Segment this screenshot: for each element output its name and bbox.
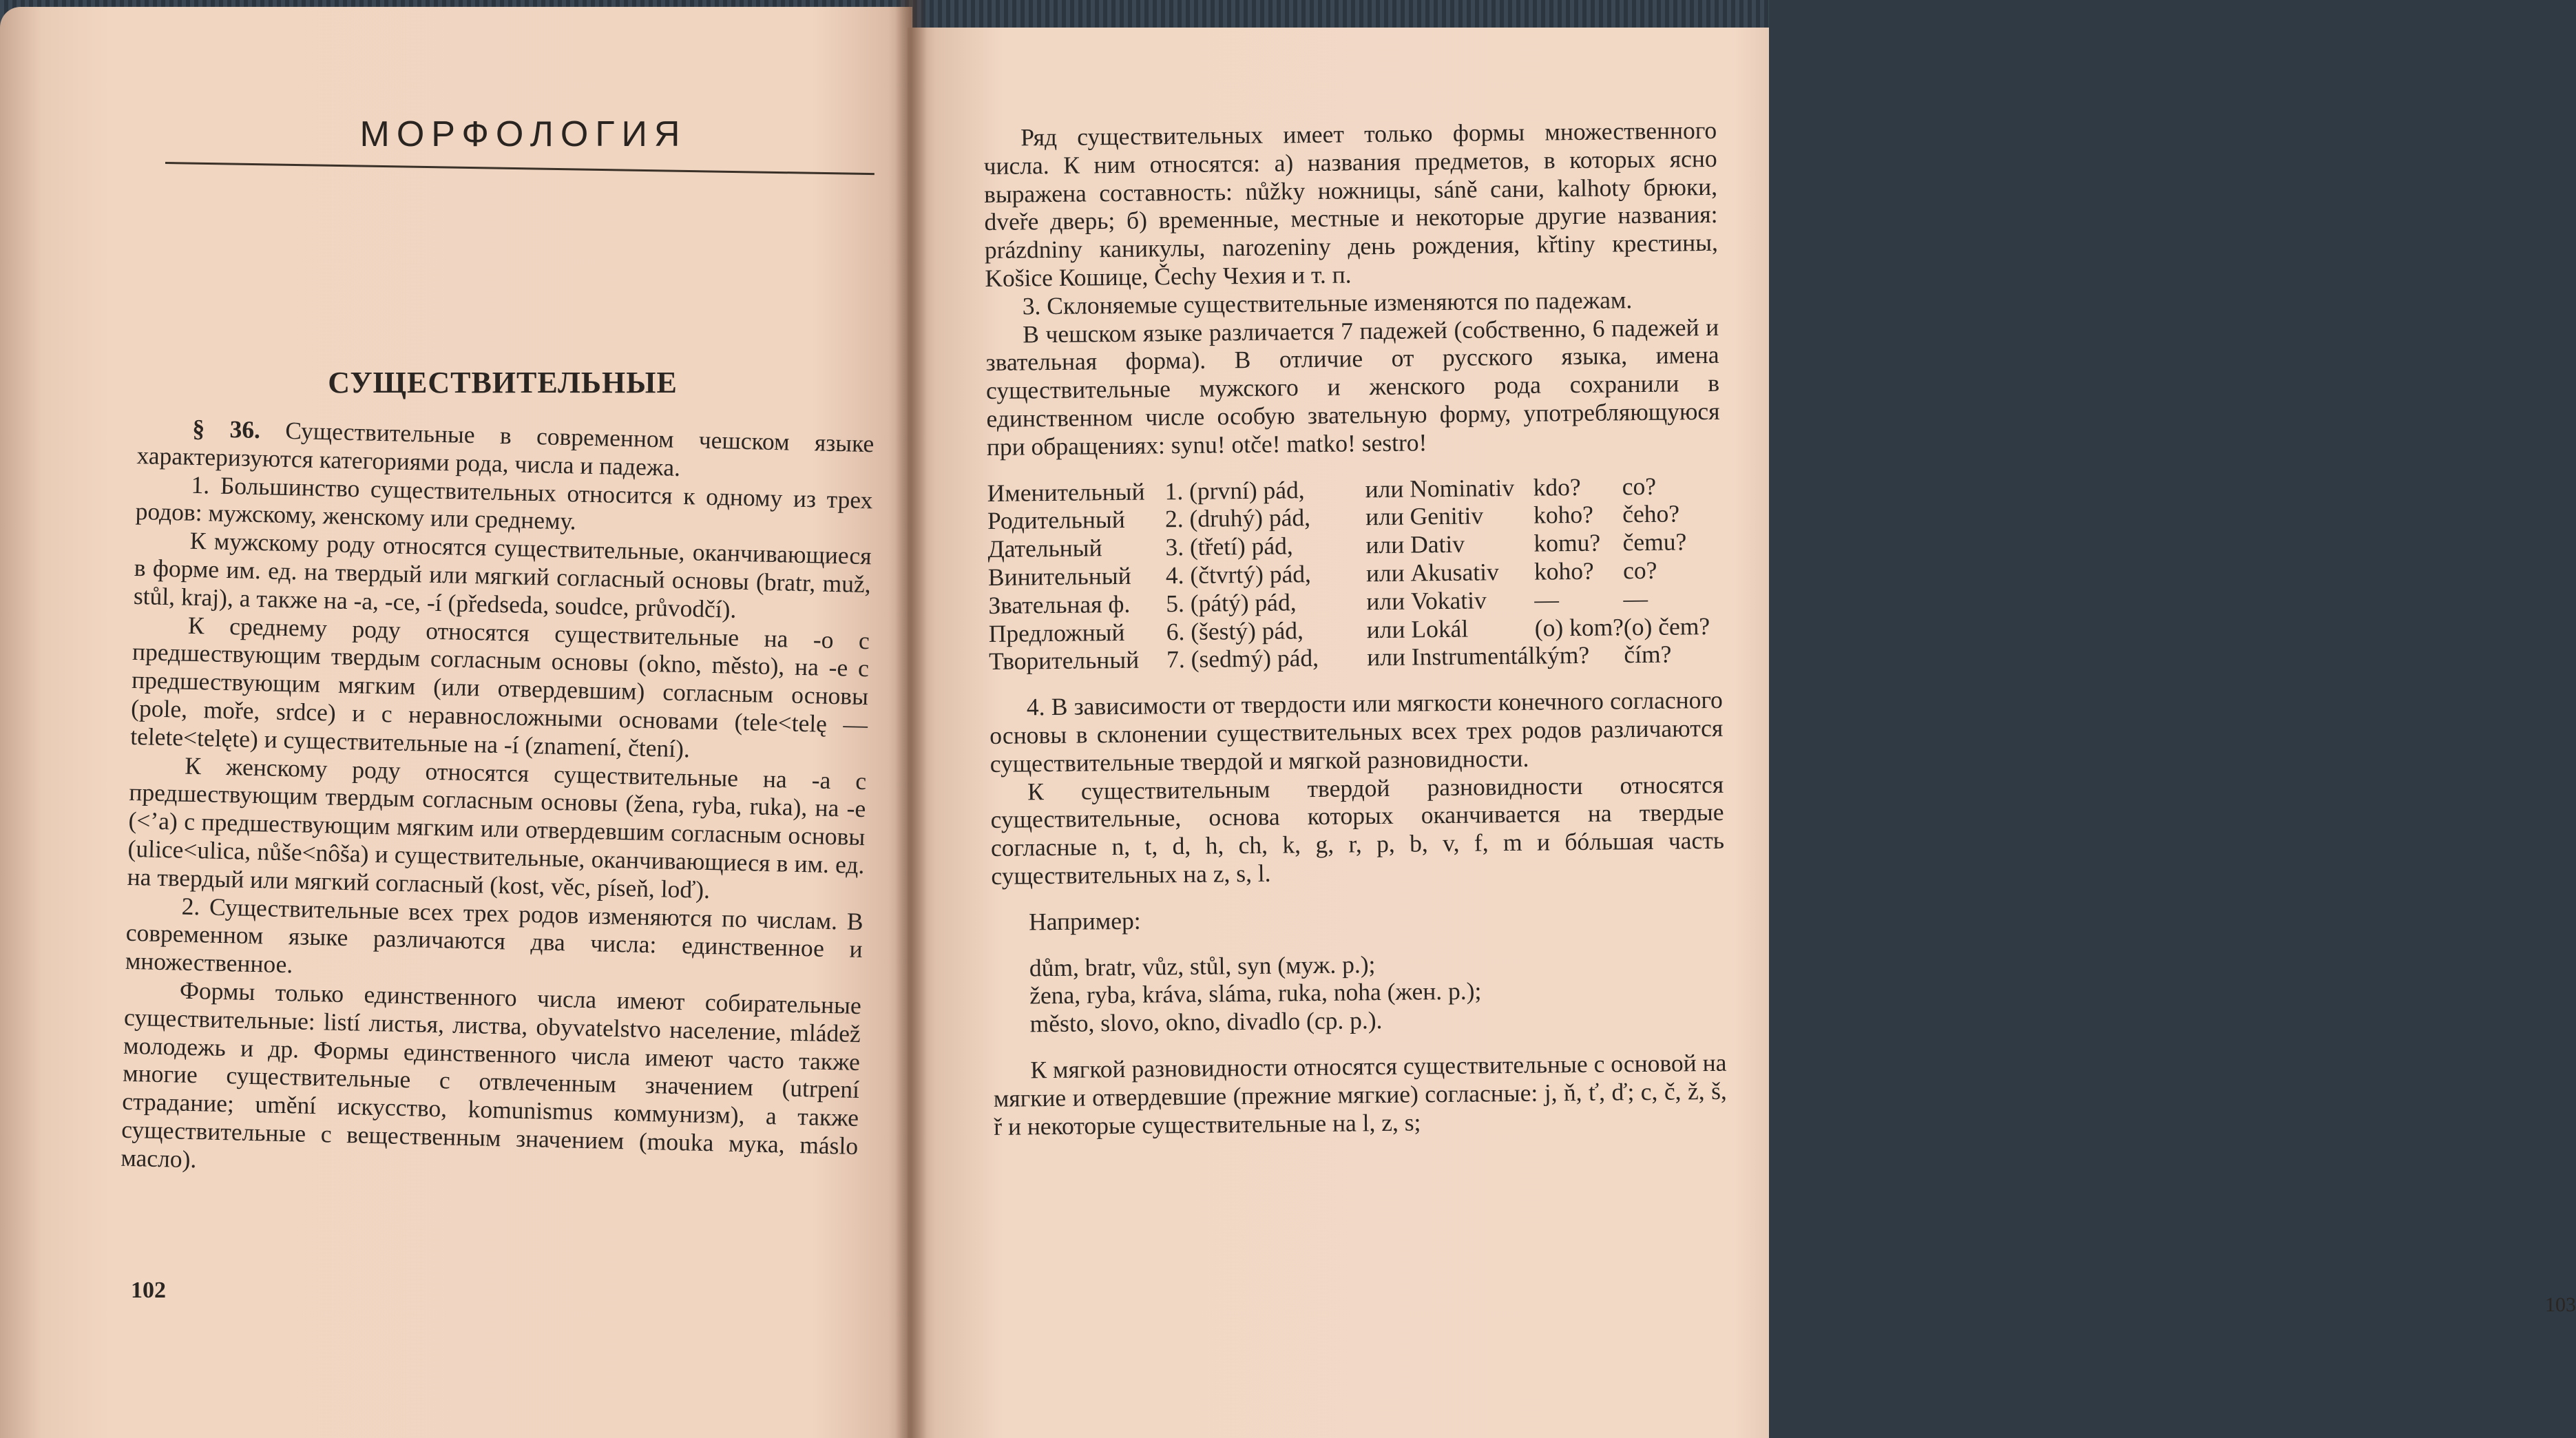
paragraph-feminine: К женскому роду относятся существительные на -a с предшествующим твердым согласным основы (žena, ryba, ruka), на -e (<’a) с предшествующим мягким или отвердевшим согласным основы (ulice<ulica, nůše<nôša) и существительные, оканчивающиеся в им. ед. на твердый или мягкий согласный (kost, věc, píseň, loď).	[127, 751, 867, 904]
case-latin: или Genitiv	[1365, 501, 1484, 531]
case-number: 6. (šestý) pád,	[1166, 616, 1304, 645]
case-question-inanimate: čeho?	[1622, 499, 1680, 528]
page-number-left: 102	[131, 1278, 166, 1303]
case-name: Звательная ф.	[988, 590, 1131, 619]
book-gutter	[895, 0, 927, 1438]
paragraph-hard-type: К существительным твердой разновидности относятся существительные, основа которых оканчивается на твердые согласные n, t, d, h, ch, k, g, r, p, b, v, f, m и бóльшая часть существительных на z, s, l.	[990, 770, 1725, 890]
case-question-animate: kdo?	[1533, 472, 1581, 501]
for-example-label: Например:	[1028, 906, 1141, 936]
left-page	[0, 7, 912, 1438]
case-question-inanimate: (o) čem?	[1623, 612, 1710, 640]
page-number-right: 103	[2545, 1293, 2576, 1316]
case-number: 1. (první) pád,	[1164, 475, 1305, 505]
case-question-animate: kým?	[1535, 641, 1590, 669]
section-number: § 36.	[192, 414, 261, 444]
case-question-animate: —	[1534, 585, 1560, 614]
paragraph-singular-only: Формы только единственного числа имеют собирательные существительные: listí листья, листва, obyvatelstvo население, mládež молодежь и др. Формы единственного числа имеют часто также многие существительные с отвлеченным значением (utrpení страдание; umění искусство, komunismus коммунизм), а также существительные с вещественным значением (mouka мука, máslo масло).	[121, 976, 862, 1173]
case-table	[987, 471, 1722, 676]
section-title: СУЩЕСТВИТЕЛЬНЫЕ	[328, 366, 678, 399]
left-page-text	[121, 413, 875, 1189]
list-item: dům, bratr, vůz, stůl, syn (муж. р.);	[1029, 950, 1376, 981]
case-question-animate: komu?	[1533, 528, 1601, 557]
case-question-inanimate: čím?	[1624, 640, 1672, 669]
list-item: žena, ryba, kráva, sláma, ruka, noha (жен. р.);	[1029, 977, 1482, 1010]
paragraph-masculine: К мужскому роду относятся существительные, оканчивающиеся в форме им. ед. на твердый или мягкий согласный основы (bratr, muž, stůl, kraj), а также на -a, -ce, -í (předseda, soudce, průvodčí).	[133, 526, 872, 623]
case-name: Родительный	[987, 506, 1125, 535]
case-name: Творительный	[988, 646, 1140, 676]
case-name: Именительный	[987, 477, 1145, 507]
paragraph-plural-only: Ряд существительных имеет только формы множественного числа. К ним относятся: а) названия предметов, в которых ясно выражена составность: nůžky ножницы, sáně сани, kalhoty брюки, dveře дверь; б) временные, местные и некоторые другие названия: prázdniny каникулы, narozeniny день рождения, křtiny крестины, Košice Кошице, Čechy Чехия и т. п.	[983, 116, 1719, 292]
paragraph-gender: 1. Большинство существительных относится к одному из трех родов: мужскому, женскому или среднему.	[135, 470, 873, 535]
paragraph-cases-heading: 3. Склоняемые существительные изменяются по падежам.	[1022, 285, 1633, 320]
case-number: 5. (pátý) pád,	[1166, 588, 1297, 618]
case-name: Дательный	[987, 534, 1102, 563]
case-latin: или Vokativ	[1366, 586, 1487, 615]
case-latin: или Dativ	[1365, 530, 1465, 559]
case-name: Винительный	[987, 561, 1131, 591]
chapter-rule	[165, 162, 875, 175]
case-question-inanimate: —	[1623, 584, 1648, 613]
list-item: město, slovo, okno, divadlo (ср. р.).	[1029, 1006, 1383, 1038]
case-number: 7. (sedmý) pád,	[1166, 644, 1319, 674]
paragraph-cases: В чешском языке различается 7 падежей (собственно, 6 падежей и звательная форма). В отличие от русского языка, имена существительные мужского и женского рода сохранили в единственном числе особую звательную форму, употребляющуюся при обращениях: synu! otče! matko! sestro!	[985, 313, 1720, 461]
paragraph-neuter: К среднему роду относятся существительные на -o с предшествующим твердым согласным основы (okno, město), на -e с предшествующим мягким (или отвердевшим) согласным основы (pole, moře, srdce) и с неравносложными основами (tele<telę — telete<telęte) и существительные на -í (znamení, čtení).	[129, 611, 870, 763]
paragraph-number: 2. Существительные всех трех родов изменяются по числам. В современном языке различаются два числа: единственное и множественное.	[125, 892, 863, 979]
right-page-text	[983, 116, 1727, 1140]
case-latin: или Nominativ	[1365, 473, 1515, 503]
paragraph-soft-type: К мягкой разновидности относятся существительные с основой на мягкие и отвердевшие (прежние мягкие) согласные: j, ň, ť, ď; c, č, ž, š, ř и некоторые существительные на l, z, s;	[993, 1048, 1727, 1140]
examples-list	[992, 946, 1726, 1039]
case-question-animate: (o) kom?	[1534, 612, 1624, 642]
case-name: Предложный	[988, 618, 1125, 647]
case-number: 2. (druhý) pád,	[1164, 503, 1311, 533]
case-number: 3. (třetí) pád,	[1165, 532, 1293, 561]
case-question-inanimate: co?	[1622, 472, 1657, 500]
case-latin: или Lokál	[1366, 614, 1469, 643]
case-latin: или Akusativ	[1365, 558, 1499, 587]
case-number: 4. (čtvrtý) pád,	[1165, 560, 1312, 590]
case-question-inanimate: čemu?	[1622, 528, 1687, 556]
case-question-animate: koho?	[1533, 501, 1594, 530]
paragraph-hard-soft: 4. В зависимости от твердости или мягкости конечного согласного основы в склонении существительных всех трех родов различаются существительные твердой и мягкой разновидности.	[989, 685, 1724, 778]
right-page	[908, 28, 2576, 1438]
case-latin: или Instrumentál	[1367, 641, 1536, 671]
chapter-title: МОРФОЛОГИЯ	[359, 114, 687, 154]
paragraph-36: § 36. Существительные в современном чешском языке характеризуются категориями рода, числа и падежа.	[136, 414, 875, 481]
case-question-inanimate: co?	[1622, 556, 1657, 585]
case-question-animate: koho?	[1533, 556, 1594, 585]
